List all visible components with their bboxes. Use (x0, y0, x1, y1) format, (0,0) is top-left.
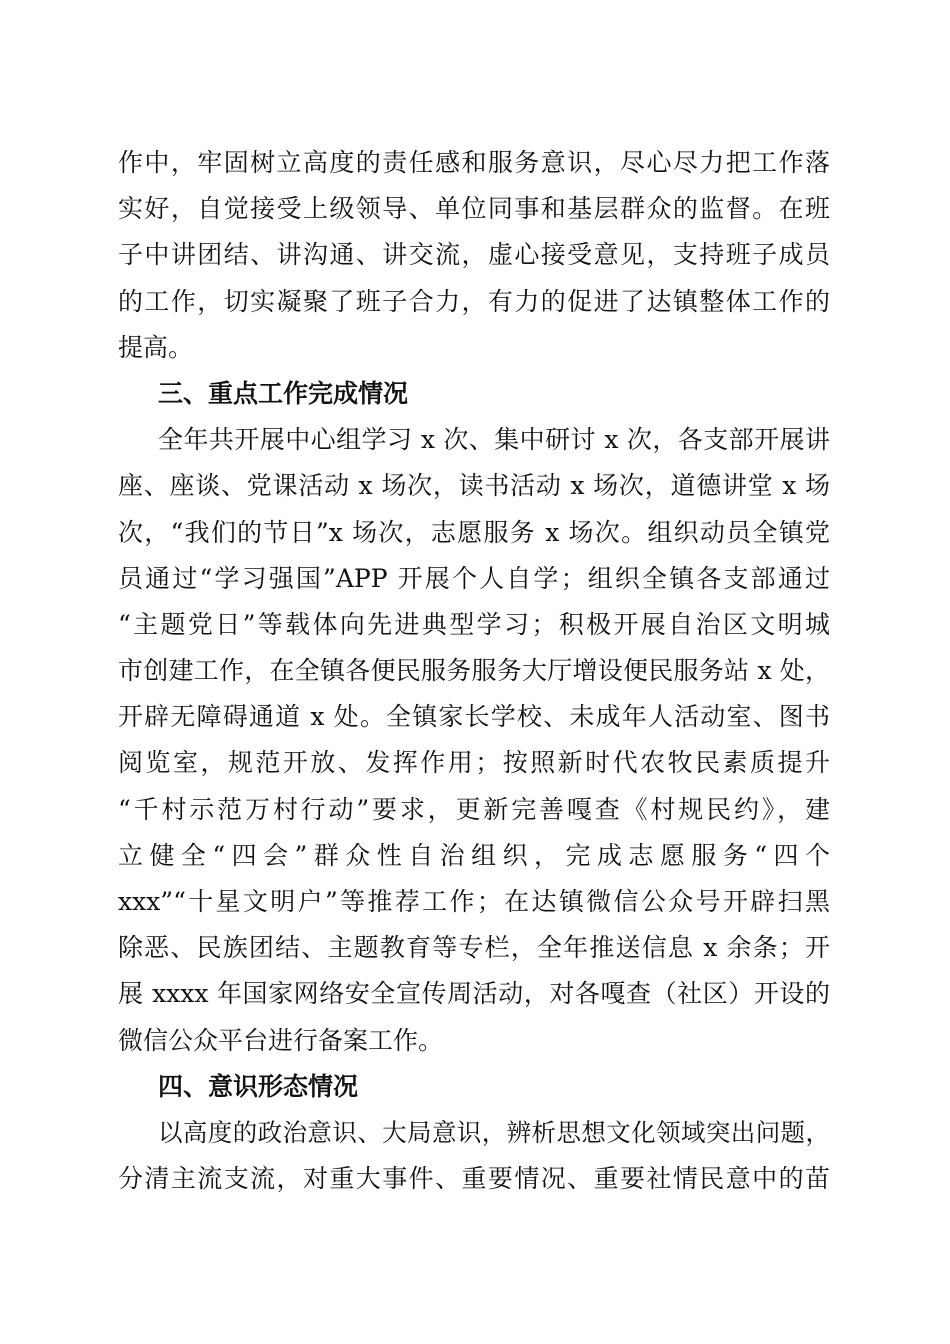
text-line: xxx”“十星文明户”等推荐工作；在达镇微信公众号开辟扫黑 (118, 887, 830, 916)
text-line: 阅览室，规范开放、发挥作用；按照新时代农牧民素质提升 (118, 748, 830, 778)
text-line: 提高。 (118, 332, 194, 362)
text-line: 除恶、民族团结、主题教育等专栏，全年推送信息 x 余条；开 (118, 933, 830, 963)
text-line: “千村示范万村行动”要求，更新完善嘎查《村规民约》，建 (118, 794, 830, 824)
text-line: 实好，自觉接受上级领导、单位同事和基层群众的监督。在班 (118, 194, 830, 224)
text-line: 展 xxxx 年国家网络安全宣传周活动，对各嘎查（社区）开设的 (118, 979, 830, 1009)
text-line: 次，“我们的节日”x 场次，志愿服务 x 场次。组织动员全镇党 (118, 517, 830, 547)
text-line: 座、座谈、党课活动 x 场次，读书活动 x 场次，道德讲堂 x 场 (118, 471, 830, 501)
text-line: 立健全“四会”群众性自治组织，完成志愿服务“四个 (118, 840, 830, 870)
text-line: 员通过“学习强国”APP 开展个人自学；组织全镇各支部通过 (118, 563, 830, 593)
text-line: 的工作，切实凝聚了班子合力，有力的促进了达镇整体工作的 (118, 286, 830, 316)
text-line: 作中，牢固树立高度的责任感和服务意识，尽心尽力把工作落 (118, 148, 830, 177)
section-heading: 三、重点工作完成情况 (158, 378, 409, 408)
text-line: 子中讲团结、讲沟通、讲交流，虚心接受意见，支持班子成员 (118, 240, 830, 270)
text-line: 以高度的政治意识、大局意识，辨析思想文化领域突出问题， (158, 1117, 830, 1147)
text-line: 全年共开展中心组学习 x 次、集中研讨 x 次，各支部开展讲 (158, 425, 830, 455)
text-line: 分清主流支流，对重大事件、重要情况、重要社情民意中的苗 (118, 1164, 830, 1194)
text-line: 市创建工作，在全镇各便民服务服务大厅增设便民服务站 x 处， (118, 656, 830, 686)
text-line: 微信公众平台进行备案工作。 (118, 1025, 444, 1055)
section-heading: 四、意识形态情况 (158, 1071, 359, 1101)
text-line: “主题党日”等载体向先进典型学习；积极开展自治区文明城 (118, 609, 830, 639)
document-body (118, 140, 830, 1202)
text-line: 开辟无障碍通道 x 处。全镇家长学校、未成年人活动室、图书 (118, 702, 830, 732)
